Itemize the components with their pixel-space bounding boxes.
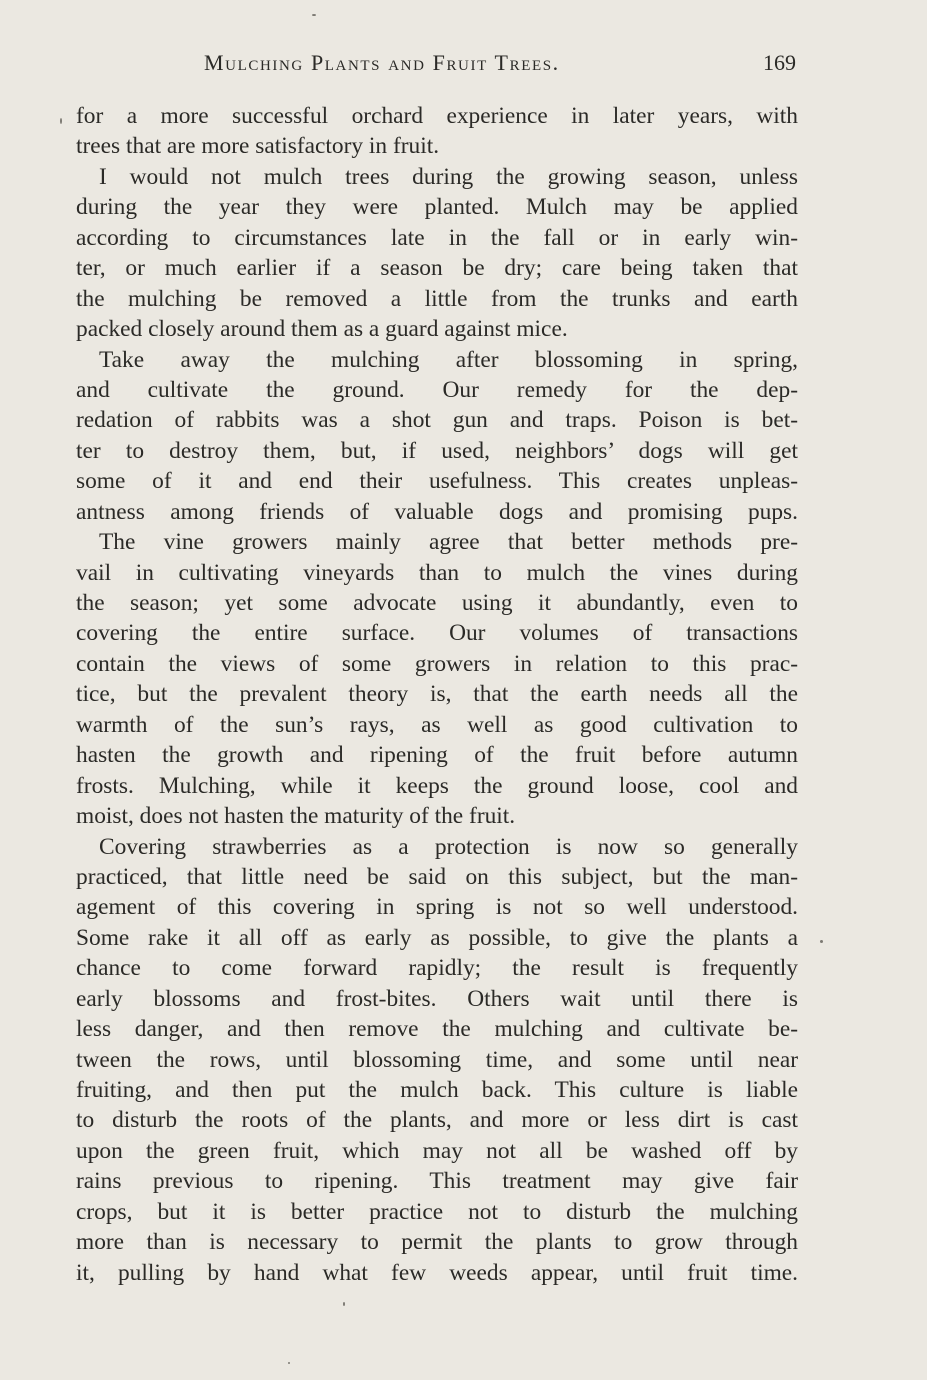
text-line: upon the green fruit, which may not all be washed off by (76, 1137, 798, 1164)
paper-speck (288, 1362, 290, 1364)
text-line: covering the entire surface. Our volumes of transactions (76, 620, 798, 647)
text-line: during the year they were planted. Mulch may be applied (76, 194, 798, 221)
text-line: the season; yet some advocate using it abundantly, even to (76, 590, 798, 616)
text-line: trees that are more satisfactory in fruit. (76, 133, 440, 160)
text-line: ter to destroy them, but, if used, neighbors’ dogs will get (76, 437, 798, 464)
text-line: vail in cultivating vineyards than to mulch the vines during (76, 559, 798, 586)
text-line: more than is necessary to permit the plants to grow through (76, 1229, 798, 1256)
text-line: Covering strawberries as a protection is now so generally (99, 833, 798, 860)
text-line: fruiting, and then put the mulch back. This culture is liable (76, 1077, 798, 1103)
text-line: The vine growers mainly agree that better methods pre- (99, 529, 798, 556)
text-line: frosts. Mulching, while it keeps the ground loose, cool and (76, 772, 798, 799)
text-line: for a more successful orchard experience in later years, with (76, 103, 798, 129)
text-line: contain the views of some growers in relation to this prac- (76, 650, 798, 677)
text-line: rains previous to ripening. This treatment may give fair (76, 1168, 798, 1195)
text-line: less danger, and then remove the mulching and cultivate be- (76, 1016, 798, 1043)
text-line: antness among friends of valuable dogs and promising pups. (76, 498, 798, 525)
text-line: the mulching be removed a little from the trunks and earth (76, 285, 798, 312)
paper-speck (343, 1302, 345, 1306)
body-text (76, 101, 798, 1288)
text-line: crops, but it is better practice not to disturb the mulching (76, 1198, 798, 1225)
paper-speck (60, 118, 62, 124)
page-number: 169 (763, 50, 796, 75)
text-line: according to circumstances late in the fall or in early win- (76, 224, 798, 251)
text-line: packed closely around them as a guard against mice. (76, 316, 568, 343)
text-line: ter, or much earlier if a season be dry; care being taken that (76, 255, 798, 282)
text-line: it, pulling by hand what few weeds appear, until fruit time. (76, 1259, 798, 1286)
text-line: to disturb the roots of the plants, and more or less dirt is cast (76, 1107, 798, 1134)
text-line: early blossoms and frost-bites. Others wait until there is (76, 985, 798, 1012)
text-line: chance to come forward rapidly; the result is frequently (76, 955, 798, 982)
text-line: warmth of the sun’s rays, as well as good cultivation to (76, 711, 798, 738)
text-line: Some rake it all off as early as possible, to give the plants a (76, 924, 798, 951)
text-line: I would not mulch trees during the growing season, unless (99, 163, 798, 190)
text-line: and cultivate the ground. Our remedy for the dep- (76, 376, 798, 403)
paper-speck (820, 940, 823, 943)
text-line: tice, but the prevalent theory is, that the earth needs all the (76, 681, 798, 708)
page-header (76, 46, 798, 82)
text-line: moist, does not hasten the maturity of the fruit. (76, 803, 516, 830)
running-head: Mulching Plants and Fruit Trees. (204, 50, 560, 75)
text-line: tween the rows, until blossoming time, and some until near (76, 1046, 798, 1073)
text-line: some of it and end their usefulness. This creates unpleas- (76, 468, 798, 495)
text-line: practiced, that little need be said on this subject, but the man- (76, 863, 798, 890)
text-line: agement of this covering in spring is not so well understood. (76, 894, 798, 921)
text-line: hasten the growth and ripening of the fruit before autumn (76, 742, 798, 769)
paper-speck (312, 14, 316, 16)
text-line: redation of rabbits was a shot gun and traps. Poison is bet- (76, 407, 798, 434)
text-line: Take away the mulching after blossoming in spring, (99, 346, 798, 373)
